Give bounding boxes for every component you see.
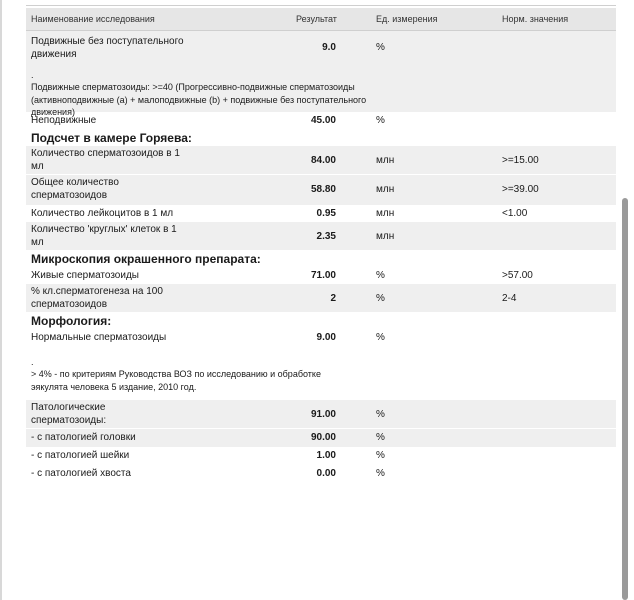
section-title: Микроскопия окрашенного препарата: (31, 252, 261, 266)
table-row (26, 222, 616, 250)
header-unit: Ед. измерения (376, 14, 438, 24)
table-row (26, 400, 616, 428)
row-name: % кл.сперматогенеза на 100 сперматозоидов (31, 286, 163, 310)
table-row (26, 174, 616, 205)
row-result: 90.00 (310, 432, 336, 443)
row-result: 2.35 (316, 231, 336, 242)
table-row (26, 205, 616, 222)
row-unit: % (376, 432, 385, 443)
row-unit: млн (376, 208, 395, 219)
section-heading (26, 129, 616, 146)
row-unit: млн (376, 231, 395, 242)
table-row (26, 112, 616, 129)
row-result: 1.00 (316, 450, 336, 461)
page-top-divider (26, 0, 616, 6)
vertical-scrollbar[interactable] (622, 198, 628, 600)
note-text: > 4% - по критериям Руководства ВОЗ по исследованию и обработке эякулята человека 5 издание, 2010 год. (31, 369, 321, 392)
row-norm: 2-4 (502, 293, 517, 304)
row-result: 0.95 (316, 208, 336, 219)
row-result: 84.00 (310, 155, 336, 166)
table-row (26, 329, 616, 346)
row-norm: >=15.00 (502, 155, 539, 166)
row-name: Живые сперматозоиды (31, 270, 139, 281)
header-result: Результат (296, 14, 337, 24)
row-name: Неподвижные (31, 115, 97, 126)
row-unit: % (376, 293, 385, 304)
section-title: Морфология: (31, 314, 112, 328)
row-name: Количество лейкоцитов в 1 мл (31, 208, 174, 219)
note-who-criteria (26, 346, 616, 400)
header-name: Наименование исследования (31, 14, 155, 24)
row-unit: % (376, 409, 385, 420)
note-dot: . (31, 357, 34, 367)
table-row (26, 284, 616, 312)
row-name: - с патологией шейки (31, 450, 130, 461)
row-name: Подвижные без поступательного движения (31, 36, 184, 60)
table-row (26, 465, 616, 483)
table-row (26, 146, 616, 174)
row-result: 58.80 (310, 184, 336, 195)
table-row (26, 31, 616, 117)
section-heading (26, 312, 616, 329)
row-result: 45.00 (310, 115, 336, 126)
row-norm: >57.00 (502, 270, 533, 281)
row-unit: млн (376, 184, 395, 195)
table-row (26, 267, 616, 284)
results-table (26, 8, 616, 483)
row-result: 9.0 (322, 42, 336, 53)
note-dot: . (31, 70, 34, 80)
row-unit: % (376, 332, 385, 343)
row-name: Нормальные сперматозоиды (31, 332, 167, 343)
row-result: 9.00 (316, 332, 336, 343)
row-unit: млн (376, 155, 395, 166)
row-unit: % (376, 115, 385, 126)
row-result: 91.00 (310, 409, 336, 420)
row-result: 71.00 (310, 270, 336, 281)
row-result: 0.00 (316, 468, 336, 479)
table-row (26, 447, 616, 465)
note-text: Подвижные сперматозоиды: >=40 (Прогрессивно-подвижные сперматозоиды (активноподвижные (a) + малоподвижные (b) + подвижные без поступательного движения) (31, 82, 367, 117)
row-norm: <1.00 (502, 208, 528, 219)
row-name: - с патологией головки (31, 432, 136, 443)
row-name: Количество сперматозоидов в 1 мл (31, 148, 180, 172)
page-left-border (0, 0, 2, 600)
row-norm: >=39.00 (502, 184, 539, 195)
row-result: 2 (330, 293, 336, 304)
row-name: Количество 'круглых' клеток в 1 мл (31, 224, 177, 248)
row-unit: % (376, 468, 385, 479)
row-unit: % (376, 42, 385, 53)
section-heading (26, 250, 616, 267)
table-row (26, 428, 616, 447)
row-unit: % (376, 270, 385, 281)
row-name: Патологические сперматозоиды: (31, 402, 107, 426)
header-norm: Норм. значения (502, 14, 569, 24)
row-unit: % (376, 450, 385, 461)
row-name: Общее количество сперматозоидов (31, 177, 119, 201)
row-name: - с патологией хвоста (31, 468, 131, 479)
section-title: Подсчет в камере Горяева: (31, 131, 192, 145)
table-header (26, 8, 616, 31)
